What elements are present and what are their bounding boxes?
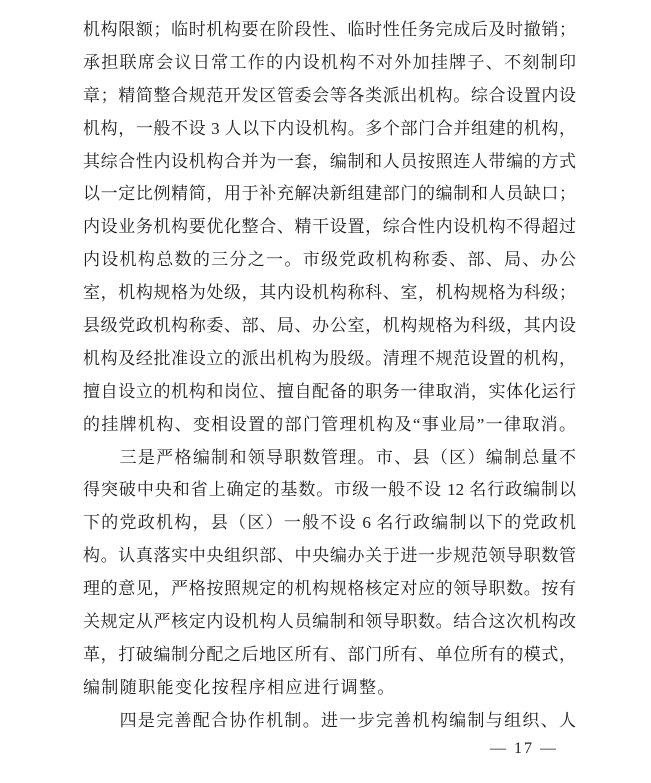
text-line: 机构，一般不设 3 人以下内设机构。多个部门合并组建的机构， [83,118,576,138]
text-line: 承担联席会议日常工作的内设机构不对外加挂牌子、不刻制印 [83,52,576,72]
text-line: 机构限额；临时机构要在阶段性、临时性任务完成后及时撤销； [83,20,576,39]
text-line: 内设机构总数的三分之一。市级党政机构称委、部、局、办公 [83,250,576,270]
text-line: 四是完善配合协作机制。进一步完善机构编制与组织、人 [83,710,576,730]
text-line: 编制随职能变化按程序相应进行调整。 [83,677,396,697]
text-line: 三是严格编制和领导职数管理。市、县（区）编制总量不 [83,447,576,467]
text-line: 以一定比例精简，用于补充解决新组建部门的编制和人员缺口； [83,184,576,204]
text-line: 的挂牌机构、变相设置的部门管理机构及“事业局”一律取消。 [83,414,576,434]
text-line: 革，打破编制分配之后地区所有、部门所有、单位所有的模式， [83,644,576,664]
text-line: 构。认真落实中央组织部、中央编办关于进一步规范领导职数管 [83,546,576,566]
document-body-text [83,14,576,738]
text-line: 机构及经批准设立的派出机构为股级。清理不规范设置的机构， [83,348,576,368]
page-number: — 17 — [490,740,558,757]
text-line: 关规定从严核定内设机构人员编制和领导职数。结合这次机构改 [83,612,576,632]
text-line: 室，机构规格为处级，其内设机构称科、室，机构规格为科级； [83,283,576,303]
text-line: 擅自设立的机构和岗位、擅自配备的职务一律取消，实体化运行 [83,381,576,401]
text-line: 其综合性内设机构合并为一套，编制和人员按照连人带编的方式 [83,151,576,171]
text-line: 理的意见，严格按照规定的机构规格核定对应的领导职数。按有 [83,579,576,599]
text-line: 章；精简整合规范开发区管委会等各类派出机构。综合设置内设 [83,85,576,105]
text-line: 得突破中央和省上确定的基数。市级一般不设 12 名行政编制以 [83,480,576,500]
text-line: 内设业务机构要优化整合、精干设置，综合性内设机构不得超过 [83,217,576,237]
text-line: 县级党政机构称委、部、局、办公室，机构规格为科级，其内设 [83,316,576,336]
text-line: 下的党政机构，县（区）一般不设 6 名行政编制以下的党政机 [83,513,576,533]
